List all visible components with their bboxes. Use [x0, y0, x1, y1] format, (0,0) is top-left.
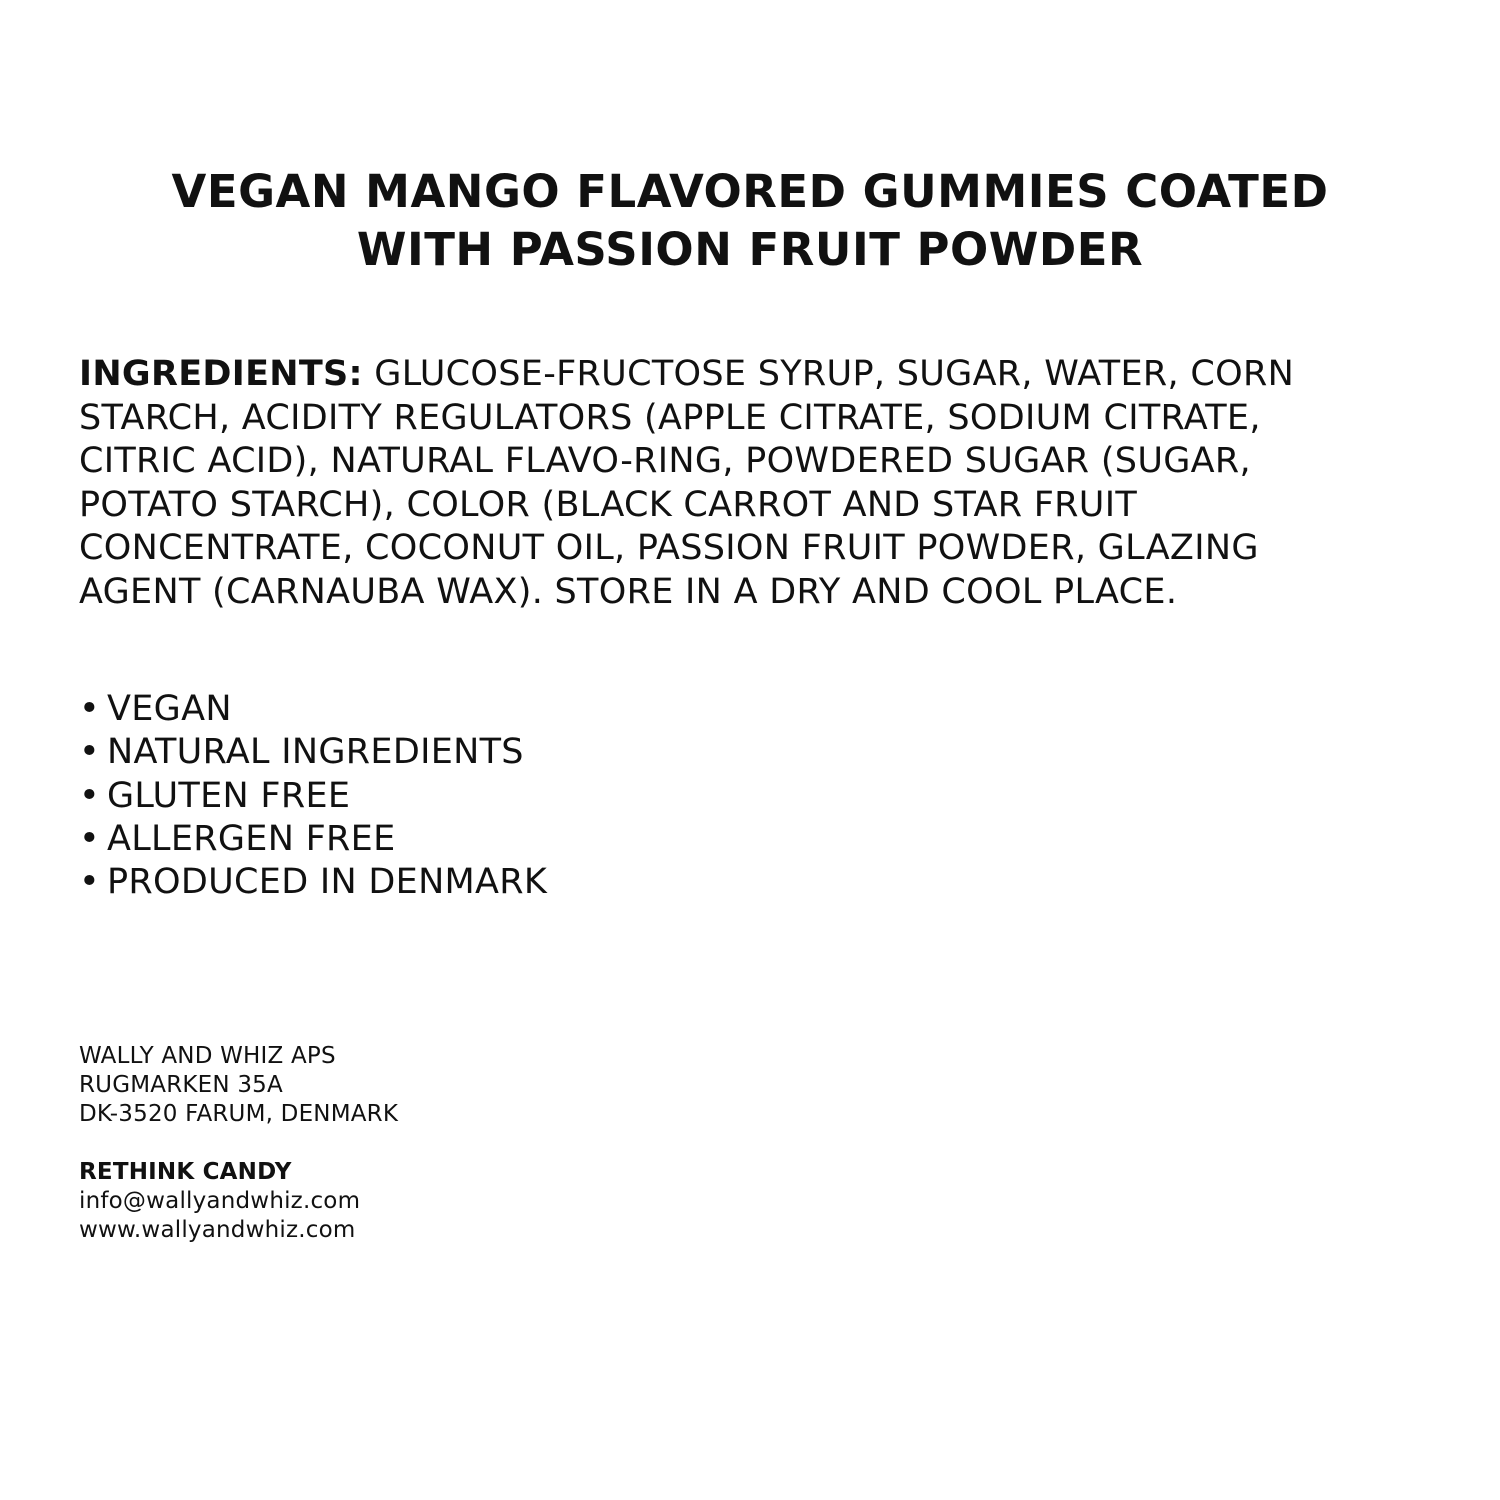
bullet-icon: •	[79, 862, 100, 903]
ingredients-line-2: STARCH, ACIDITY REGULATORS (APPLE CITRATE, SODIUM CITRATE,	[79, 397, 1261, 438]
bullet-icon: •	[79, 818, 100, 859]
street-address: RUGMARKEN 35A	[79, 1072, 283, 1098]
brand-tagline: RETHINK CANDY	[79, 1159, 292, 1185]
feature-label: NATURAL INGREDIENTS	[107, 732, 524, 773]
feature-item	[79, 731, 547, 774]
bullet-icon: •	[79, 689, 100, 729]
ingredients-line-1-text: GLUCOSE-FRUCTOSE SYRUP, SUGAR, WATER, CORN	[362, 354, 1295, 394]
feature-item	[79, 818, 547, 861]
ingredients-line-6: AGENT (CARNAUBA WAX). STORE IN A DRY AND COOL PLACE.	[79, 571, 1178, 612]
ingredients-line-3: CITRIC ACID), NATURAL FLAVO-RING, POWDERED SUGAR (SUGAR,	[79, 441, 1251, 481]
company-address	[79, 1042, 398, 1129]
contact-email: info@wallyandwhiz.com	[79, 1188, 361, 1214]
ingredients-line-5: CONCENTRATE, COCONUT OIL, PASSION FRUIT POWDER, GLAZING	[79, 528, 1259, 568]
city-address: DK-3520 FARUM, DENMARK	[79, 1101, 399, 1127]
product-title	[0, 163, 1500, 279]
feature-label: PRODUCED IN DENMARK	[107, 862, 548, 903]
company-name: WALLY AND WHIZ APS	[79, 1043, 336, 1069]
product-title-line-1: VEGAN MANGO FLAVORED GUMMIES COATED	[171, 165, 1329, 218]
ingredients-line-4: POTATO STARCH), COLOR (BLACK CARROT AND STAR FRUIT	[79, 484, 1138, 525]
ingredients-line-1	[79, 353, 1429, 397]
contact-website: www.wallyandwhiz.com	[79, 1217, 356, 1243]
bullet-icon: •	[79, 732, 100, 773]
ingredients-label: INGREDIENTS:	[79, 354, 363, 394]
product-title-line-2: WITH PASSION FRUIT POWDER	[356, 223, 1144, 276]
feature-item	[79, 775, 547, 818]
feature-item	[79, 688, 547, 731]
feature-item	[79, 861, 547, 904]
contact-block	[79, 1158, 360, 1245]
feature-label: VEGAN	[107, 689, 232, 729]
feature-list	[79, 688, 547, 904]
feature-label: GLUTEN FREE	[107, 775, 351, 816]
ingredients-text	[79, 353, 1429, 614]
feature-label: ALLERGEN FREE	[107, 818, 396, 859]
bullet-icon: •	[79, 775, 100, 816]
